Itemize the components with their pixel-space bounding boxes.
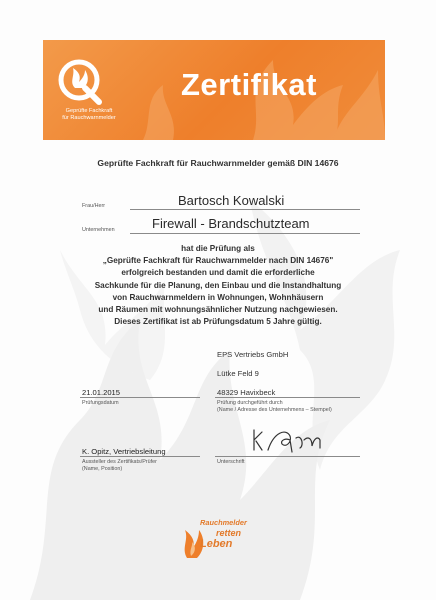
footer-logo-line2: retten [216, 528, 242, 538]
issuer-label1: Aussteller des Zertifikats/Prüfer [82, 459, 157, 465]
certificate-title: Zertifikat [181, 67, 317, 102]
examiner-org-line3: 48329 Havixbeck [217, 388, 276, 397]
certificate-body [70, 243, 366, 328]
flame-q-logo-icon [55, 54, 107, 106]
body-line: und Räumen mit wohnungsähnlicher Nutzung nachgewiesen. [98, 305, 338, 315]
footer-logo-line1: Rauchmelder [200, 518, 247, 527]
issuer-underline [80, 456, 200, 457]
body-line: Dieses Zertifikat ist ab Prüfungsdatum 5 Jahre gültig. [114, 317, 322, 327]
body-line: von Rauchwarnmeldern in Wohnungen, Wohnhäusern [112, 292, 324, 302]
examiner-label1: Prüfung durchgeführt durch [217, 400, 283, 406]
body-line: Sachkunde für die Planung, den Einbau und die Instandhaltung [94, 280, 342, 290]
person-label: Frau/Herr [82, 203, 106, 209]
company-underline [130, 233, 360, 234]
issuer-label2: (Name, Position) [82, 466, 123, 472]
examiner-org-line1: EPS Vertriebs GmbH [217, 350, 289, 359]
body-line: erfolgreich bestanden und damit die erforderliche [121, 268, 315, 278]
body-line: „Geprüfte Fachkraft für Rauchwarnmelder nach DIN 14676" [102, 256, 334, 266]
issuer-value: K. Opitz, Vertriebsleitung [82, 447, 166, 456]
exam-date-underline [80, 397, 200, 398]
footer-logo-line3: Leben [200, 538, 233, 550]
company-label: Unternehmen [82, 227, 115, 233]
certificate-subtitle: Geprüfte Fachkraft für Rauchwarnmelder gemäß DIN 14676 [97, 158, 339, 168]
examiner-org-line2: Lütke Feld 9 [217, 369, 259, 378]
logo-caption-line1: Geprüfte Fachkraft [65, 108, 113, 114]
body-line: hat die Prüfung als [181, 244, 255, 253]
exam-date-value: 21.01.2015 [82, 388, 121, 397]
examiner-underline [215, 397, 360, 398]
header-banner [43, 40, 385, 140]
signature-label: Unterschrift [217, 459, 245, 465]
examiner-label2: (Name / Adresse des Unternehmens – Stempel) [217, 407, 332, 413]
logo-caption [49, 108, 129, 122]
handwritten-signature [246, 426, 336, 456]
exam-date-label: Prüfungsdatum [82, 400, 119, 406]
logo-caption-line2: für Rauchwarnmelder [62, 115, 116, 121]
person-name: Bartosch Kowalski [178, 193, 285, 208]
person-underline [130, 209, 360, 210]
signature-underline [215, 456, 360, 457]
company-name: Firewall - Brandschutzteam [152, 216, 310, 231]
